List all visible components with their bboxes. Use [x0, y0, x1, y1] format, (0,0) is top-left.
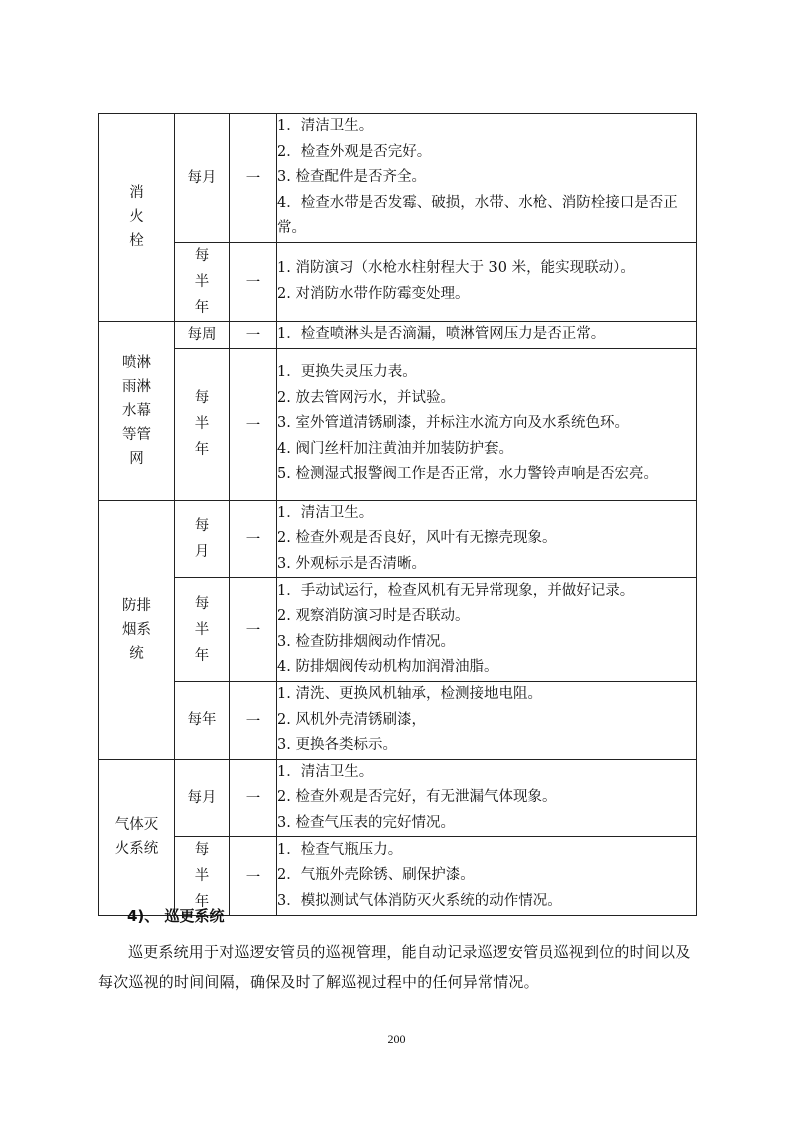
frequency-cell — [175, 114, 230, 243]
system-name: 防排烟系统 — [122, 597, 151, 662]
system-name: 喷淋雨淋水幕等管网 — [122, 354, 151, 467]
maintenance-item: 4. 防排烟阀传动机构加润滑油脂。 — [277, 659, 499, 675]
maintenance-item: 2. 检查外观是否完好，有无泄漏气体现象。 — [277, 789, 557, 805]
system-name-cell — [99, 114, 175, 322]
items-cell — [277, 682, 697, 760]
maintenance-item: 1．手动试运行，检查风机有无异常现象，并做好记录。 — [277, 582, 635, 599]
maintenance-item: 1．检查气瓶压力。 — [277, 841, 403, 858]
maintenance-item: 2．检查外观是否完好。 — [277, 143, 432, 160]
frequency-label: 每年 — [187, 712, 217, 729]
frequency-label: 每月 — [194, 517, 210, 560]
system-name: 消火栓 — [129, 185, 144, 250]
dash-mark: 一 — [245, 623, 261, 639]
frequency-label: 每月 — [187, 169, 217, 186]
mark-cell — [230, 114, 277, 243]
frequency-cell — [175, 242, 230, 321]
table-row — [99, 242, 697, 321]
items-cell — [277, 114, 697, 243]
frequency-label: 每周 — [187, 326, 217, 343]
maintenance-item: 3. 检查防排烟阀动作情况。 — [277, 633, 455, 650]
items-cell — [277, 242, 697, 321]
table-row — [99, 837, 697, 916]
system-name-cell — [99, 321, 175, 500]
frequency-cell — [175, 321, 230, 348]
items-cell — [277, 321, 697, 348]
maintenance-item: 4．检查水带是否发霉、破损，水带、水枪、消防栓接口是否正常。 — [277, 194, 678, 236]
dash-mark: 一 — [245, 532, 261, 549]
items-cell — [277, 837, 697, 916]
maintenance-item: 3. 更换各类标示。 — [277, 737, 397, 753]
maintenance-item: 3. 检查配件是否齐全。 — [277, 169, 426, 185]
frequency-cell — [175, 348, 230, 500]
maintenance-item: 1．清洁卫生。 — [277, 763, 374, 780]
frequency-cell — [175, 837, 230, 916]
maintenance-item: 1．更换失灵压力表。 — [277, 364, 417, 381]
mark-cell — [230, 500, 277, 578]
frequency-cell — [175, 500, 230, 578]
table-row — [99, 348, 697, 500]
maintenance-item: 1．清洁卫生。 — [277, 504, 374, 521]
items-cell — [277, 759, 697, 837]
dash-mark: 一 — [245, 713, 261, 730]
frequency-label: 每半年 — [194, 247, 210, 316]
items-cell — [277, 578, 697, 682]
maintenance-item: 2. 风机外壳清锈刷漆， — [277, 711, 426, 728]
system-name: 气体灭火系统 — [114, 817, 159, 858]
dash-mark: 一 — [245, 328, 261, 344]
maintenance-item: 2. 检查外观是否良好，风叶有无擦壳现象。 — [277, 530, 557, 546]
frequency-cell — [175, 682, 230, 760]
system-name-cell — [99, 759, 175, 916]
maintenance-item: 3. 检查气压表的完好情况。 — [277, 814, 455, 831]
mark-cell — [230, 682, 277, 760]
page-number: 200 — [387, 1032, 406, 1046]
mark-cell — [230, 242, 277, 321]
table-row — [99, 114, 697, 243]
frequency-label: 每月 — [187, 789, 217, 806]
frequency-label: 每半年 — [194, 390, 210, 458]
maintenance-item: 2. 放去管网污水，并试验。 — [277, 389, 455, 406]
frequency-cell — [175, 578, 230, 682]
maintenance-item: 3. 室外管道清锈刷漆，并标注水流方向及水系统色环。 — [277, 415, 629, 432]
mark-cell — [230, 837, 277, 916]
frequency-label: 每半年 — [194, 842, 210, 910]
frequency-label: 每半年 — [194, 595, 210, 664]
mark-cell — [230, 578, 277, 682]
dash-mark: 一 — [245, 171, 261, 188]
maintenance-item: 2. 对消防水带作防霉变处理。 — [277, 285, 470, 302]
section-paragraph: 巡更系统用于对巡逻安管员的巡视管理，能自动记录巡逻安管员巡视到位的时间以及每次巡视的时间间隔，确保及时了解巡视过程中的任何异常情况。 — [98, 943, 691, 991]
mark-cell — [230, 321, 277, 348]
maintenance-item: 2. 观察消防演习时是否联动。 — [277, 608, 470, 624]
maintenance-item: 3. 外观标示是否清晰。 — [277, 555, 426, 572]
maintenance-item: 1. 清洗、更换风机轴承，检测接地电阻。 — [277, 686, 542, 702]
maintenance-item: 1．清洁卫生。 — [277, 118, 374, 134]
system-name-cell — [99, 500, 175, 759]
dash-mark: 一 — [245, 869, 261, 886]
items-cell — [277, 348, 697, 500]
table-row — [99, 759, 697, 837]
table-row — [99, 321, 697, 348]
maintenance-item: 1．检查喷淋头是否滴漏，喷淋管网压力是否正常。 — [277, 325, 606, 342]
dash-mark: 一 — [245, 791, 261, 808]
table-row — [99, 500, 697, 578]
frequency-cell — [175, 759, 230, 837]
dash-mark: 一 — [245, 275, 261, 291]
maintenance-table — [98, 113, 697, 916]
items-cell — [277, 500, 697, 578]
dash-mark: 一 — [245, 417, 261, 434]
maintenance-item: 4. 阀门丝杆加注黄油并加装防护套。 — [277, 440, 513, 457]
section-heading: 4)、 巡更系统 — [127, 907, 225, 925]
maintenance-item: 5. 检测湿式报警阀工作是否正常，水力警铃声响是否宏亮。 — [277, 466, 658, 483]
table-row — [99, 578, 697, 682]
table-row — [99, 682, 697, 760]
maintenance-item: 2．气瓶外壳除锈、刷保护漆。 — [277, 867, 475, 884]
mark-cell — [230, 759, 277, 837]
maintenance-item: 3．模拟测试气体消防灭火系统的动作情况。 — [277, 892, 562, 909]
mark-cell — [230, 348, 277, 500]
maintenance-item: 1. 消防演习（水枪水柱射程大于 30 米，能实现联动）。 — [277, 260, 635, 276]
